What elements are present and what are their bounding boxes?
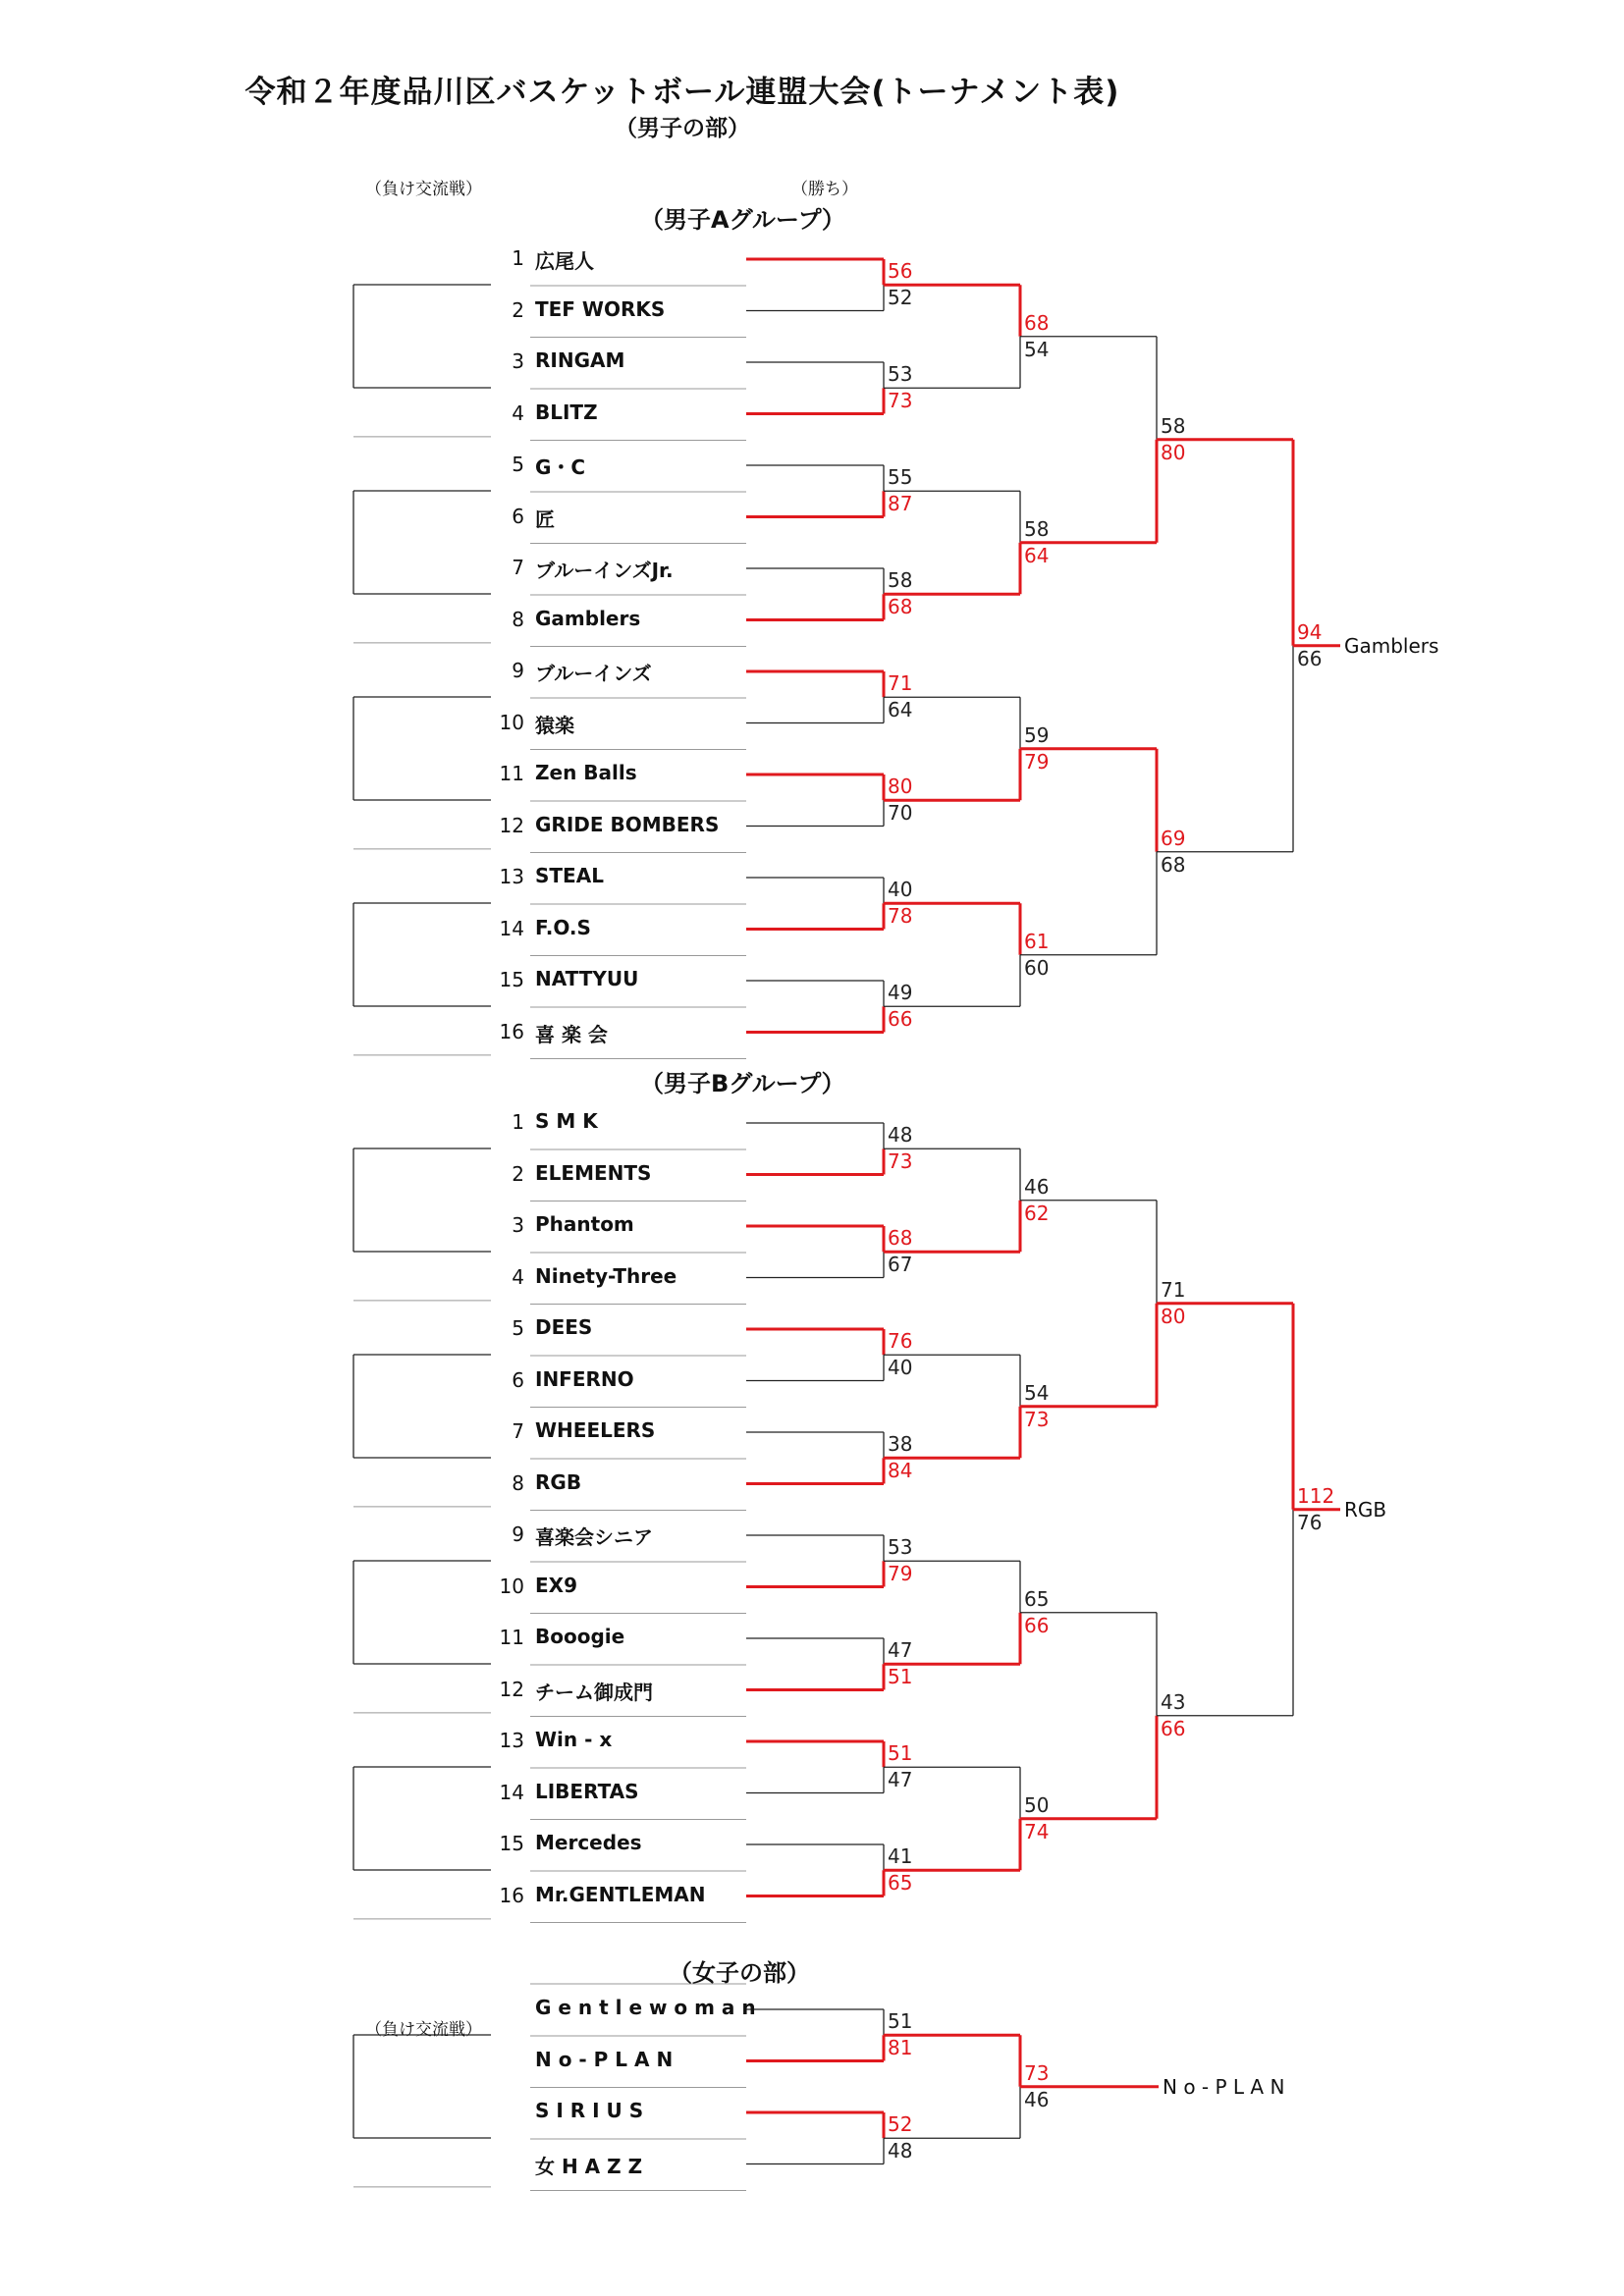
- group-b-heading: （男子Bグループ）: [640, 1070, 845, 1097]
- match-score: 64: [1024, 543, 1050, 567]
- team-seed-number: 3: [512, 1213, 524, 1237]
- match-score: 58: [1024, 516, 1050, 541]
- match-score: 53: [888, 1535, 913, 1560]
- team-name: Gamblers: [535, 606, 641, 630]
- team-seed-number: 12: [499, 1677, 524, 1701]
- team-name: STEAL: [535, 864, 604, 887]
- match-score: 65: [888, 1871, 913, 1896]
- winner-bracket-label: （勝ち）: [791, 180, 858, 199]
- group-a-heading: （男子Aグループ）: [640, 206, 845, 234]
- team-seed-number: 11: [499, 762, 524, 785]
- team-name: Booogie: [535, 1625, 625, 1648]
- women-loser-bracket-label: （負け交流戦）: [365, 2020, 482, 2040]
- match-score: 73: [888, 389, 913, 413]
- team-name: RGB: [535, 1469, 582, 1494]
- match-score: 79: [888, 1562, 913, 1586]
- match-score: 58: [1161, 413, 1186, 438]
- match-score: 54: [1024, 337, 1050, 361]
- match-score: 50: [1024, 1792, 1050, 1817]
- team-name: GRIDE BOMBERS: [535, 812, 720, 836]
- match-score: 81: [888, 2036, 913, 2060]
- match-score: 87: [888, 492, 913, 516]
- team-name: 匠: [535, 507, 555, 531]
- match-score: 67: [888, 1253, 913, 1277]
- match-score: 41: [888, 1844, 913, 1869]
- team-seed-number: 7: [512, 1419, 524, 1443]
- team-seed-number: 10: [499, 710, 524, 734]
- loser-bracket-label: （負け交流戦）: [365, 180, 482, 199]
- match-score: 46: [1024, 1174, 1050, 1199]
- team-name: 喜楽会シニア: [535, 1525, 653, 1549]
- match-score: 94: [1297, 619, 1323, 644]
- match-score: 38: [888, 1432, 913, 1457]
- match-score: 40: [888, 878, 913, 902]
- team-name: RINGAM: [535, 348, 625, 372]
- team-name: INFERNO: [535, 1366, 634, 1391]
- match-score: 71: [1161, 1277, 1186, 1302]
- match-score: 65: [1024, 1586, 1050, 1611]
- team-name: EX9: [535, 1573, 577, 1597]
- team-name: ブルーインズ: [535, 662, 652, 685]
- match-score: 49: [888, 981, 913, 1005]
- match-score: 73: [888, 1149, 913, 1174]
- team-name: S I R I U S: [535, 2099, 644, 2122]
- match-score: 69: [1161, 826, 1186, 850]
- team-seed-number: 2: [512, 1161, 524, 1186]
- match-score: 64: [888, 698, 913, 722]
- match-score: 79: [1024, 749, 1050, 774]
- team-seed-number: 16: [499, 1019, 524, 1043]
- team-name: G・C: [535, 455, 586, 479]
- champion-name: RGB: [1344, 1497, 1387, 1522]
- match-score: 61: [1024, 929, 1050, 953]
- team-seed-number: 5: [512, 1316, 524, 1340]
- team-seed-number: 2: [512, 297, 524, 322]
- team-seed-number: 4: [512, 1264, 524, 1289]
- team-seed-number: 10: [499, 1574, 524, 1598]
- team-seed-number: 14: [499, 916, 524, 940]
- team-name: チーム御成門: [535, 1680, 653, 1704]
- match-score: 73: [1024, 1407, 1050, 1431]
- match-score: 55: [888, 465, 913, 490]
- team-name: Phantom: [535, 1212, 634, 1236]
- team-seed-number: 15: [499, 968, 524, 991]
- team-seed-number: 9: [512, 1522, 524, 1546]
- champion-name: Gamblers: [1344, 633, 1439, 658]
- team-seed-number: 1: [512, 246, 524, 270]
- match-score: 66: [1161, 1716, 1186, 1740]
- team-name: BLITZ: [535, 400, 598, 424]
- page-subtitle: （男子の部）: [615, 116, 750, 141]
- team-seed-number: 12: [499, 813, 524, 837]
- match-score: 53: [888, 362, 913, 387]
- match-score: 52: [888, 2112, 913, 2137]
- team-seed-number: 8: [512, 607, 524, 631]
- team-name: 猿楽: [535, 713, 574, 737]
- team-seed-number: 1: [512, 1110, 524, 1134]
- champion-name: N o - P L A N: [1163, 2074, 1285, 2099]
- team-name: ELEMENTS: [535, 1160, 652, 1185]
- match-score: 68: [888, 1226, 913, 1251]
- team-name: 女 H A Z Z: [535, 2154, 643, 2178]
- match-score: 48: [888, 2139, 913, 2163]
- match-score: 73: [1024, 2060, 1050, 2085]
- team-seed-number: 6: [512, 504, 524, 528]
- team-seed-number: 16: [499, 1883, 524, 1907]
- team-seed-number: 15: [499, 1832, 524, 1855]
- match-score: 80: [1161, 1304, 1186, 1328]
- match-score: 47: [888, 1638, 913, 1663]
- match-score: 40: [888, 1356, 913, 1380]
- match-score: 68: [888, 595, 913, 619]
- team-name: N o - P L A N: [535, 2047, 674, 2071]
- match-score: 68: [1161, 852, 1186, 877]
- match-score: 59: [1024, 722, 1050, 747]
- team-name: TEF WORKS: [535, 296, 666, 321]
- match-score: 51: [888, 1665, 913, 1689]
- match-score: 70: [888, 801, 913, 826]
- team-seed-number: 14: [499, 1780, 524, 1804]
- match-score: 66: [888, 1007, 913, 1032]
- match-score: 54: [1024, 1380, 1050, 1405]
- match-score: 62: [1024, 1201, 1050, 1225]
- team-name: DEES: [535, 1315, 593, 1339]
- match-score: 66: [1024, 1613, 1050, 1637]
- match-score: 66: [1297, 646, 1323, 670]
- team-name: Mr.GENTLEMAN: [535, 1882, 706, 1906]
- match-score: 46: [1024, 2087, 1050, 2111]
- match-score: 68: [1024, 310, 1050, 335]
- match-score: 48: [888, 1123, 913, 1148]
- match-score: 84: [888, 1459, 913, 1483]
- team-name: Zen Balls: [535, 761, 637, 784]
- match-score: 76: [888, 1329, 913, 1354]
- team-seed-number: 13: [499, 865, 524, 888]
- team-seed-number: 13: [499, 1729, 524, 1752]
- team-name: 喜 楽 会: [535, 1022, 608, 1046]
- match-score: 74: [1024, 1819, 1050, 1843]
- match-score: 51: [888, 1741, 913, 1766]
- team-name: Mercedes: [535, 1831, 642, 1854]
- team-name: LIBERTAS: [535, 1779, 639, 1803]
- match-score: 80: [888, 774, 913, 799]
- team-seed-number: 5: [512, 453, 524, 476]
- team-name: ブルーインズJr.: [535, 559, 674, 582]
- team-name: Ninety-Three: [535, 1263, 677, 1288]
- match-score: 112: [1297, 1483, 1335, 1508]
- match-score: 60: [1024, 955, 1050, 980]
- match-score: 43: [1161, 1689, 1186, 1714]
- match-score: 78: [888, 904, 913, 929]
- team-seed-number: 6: [512, 1367, 524, 1392]
- team-name: Win - x: [535, 1728, 613, 1751]
- women-heading: （女子の部）: [669, 1959, 810, 1987]
- team-seed-number: 4: [512, 400, 524, 425]
- match-score: 58: [888, 568, 913, 593]
- team-name: NATTYUU: [535, 967, 639, 990]
- match-score: 80: [1161, 440, 1186, 464]
- team-seed-number: 7: [512, 556, 524, 579]
- team-seed-number: 11: [499, 1626, 524, 1649]
- team-name: WHEELERS: [535, 1418, 656, 1442]
- match-score: 76: [1297, 1510, 1323, 1534]
- match-score: 47: [888, 1768, 913, 1792]
- team-seed-number: 9: [512, 659, 524, 682]
- team-name: G e n t l e w o m a n: [535, 1996, 756, 2019]
- match-score: 71: [888, 671, 913, 696]
- team-seed-number: 3: [512, 349, 524, 373]
- match-score: 52: [888, 286, 913, 310]
- match-score: 51: [888, 2009, 913, 2034]
- match-score: 56: [888, 259, 913, 284]
- team-name: 広尾人: [535, 249, 594, 273]
- team-name: S M K: [535, 1109, 598, 1133]
- team-seed-number: 8: [512, 1470, 524, 1495]
- team-name: F.O.S: [535, 915, 591, 939]
- page-title: 令和２年度品川区バスケットボール連盟大会(トーナメント表): [244, 75, 1120, 110]
